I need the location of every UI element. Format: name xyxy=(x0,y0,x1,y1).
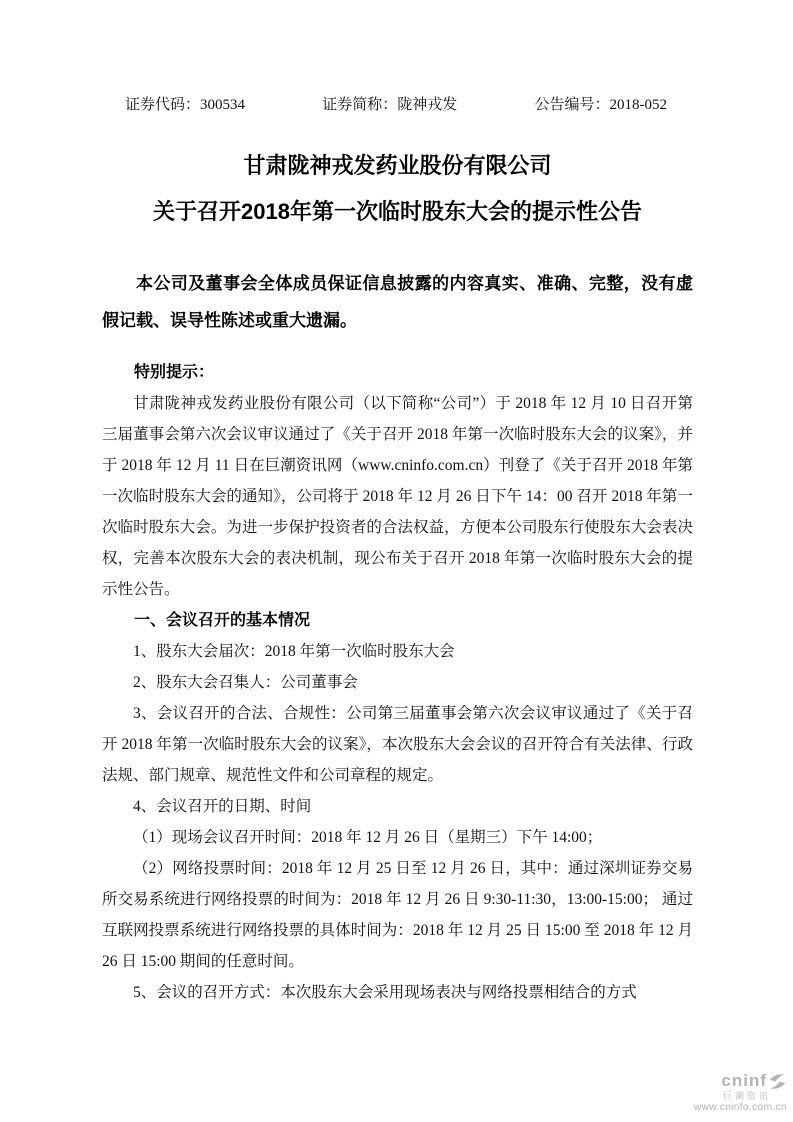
online-voting-time-subitem: （2）网络投票时间：2018 年 12 月 25 日至 12 月 26 日，其中：通过深圳证券交易所交易系统进行网络投票的时间为：2018 年 12 月 26 日 9:30-11:30，13:00-15:00； 通过互联网投票系统进行网络投票的具体时间为：2018 年 12 月 25 日 15:00 至 2018 年 12 月 26 日 15:00 期间的任意时间。 xyxy=(102,860,693,970)
meeting-datetime-item: 4、会议召开的日期、时间 xyxy=(133,798,312,815)
cninfo-swirl-icon xyxy=(768,1073,787,1090)
disclosure-declaration: 本公司及董事会全体成员保证信息披露的内容真实、准确、完整，没有虚假记载、误导性陈述或重大遗漏。 xyxy=(102,274,693,330)
cninfo-watermark xyxy=(694,1072,787,1114)
cninfo-brand-chinese: 巨潮资讯 xyxy=(722,1090,771,1101)
meeting-method-item: 5、会议的召开方式：本次股东大会采用现场表决与网络投票相结合的方式 xyxy=(133,984,637,1001)
meeting-convener-item: 2、股东大会召集人：公司董事会 xyxy=(133,674,358,691)
section-1-heading: 一、会议召开的基本情况 xyxy=(134,612,311,629)
onsite-meeting-time-subitem: （1）现场会议召开时间：2018 年 12 月 26 日（星期三）下午 14:00； xyxy=(133,829,603,846)
stock-name-label: 证券简称：陇神戎发 xyxy=(322,97,458,113)
company-name-title: 甘肃陇神戎发药业股份有限公司 xyxy=(243,153,552,178)
meeting-legality-item: 3、会议召开的合法、合规性：公司第三届董事会第六次会议审议通过了《关于召开 2018 年第一次临时股东大会的议案》，本次股东大会会议的召开符合有关法律、行政法规、部门规章、规范性文件和公司章程的规定。 xyxy=(102,705,693,784)
stock-code-label: 证券代码：300534 xyxy=(125,97,246,113)
intro-paragraph: 甘肃陇神戎发药业股份有限公司（以下简称“公司”）于 2018 年 12 月 10 日召开第三届董事会第六次会议审议通过了《关于召开 2018 年第一次临时股东大会的议案》，并于 2018 年 12 月 11 日在巨潮资讯网（www.cninfo.com.cn）刊登了《关于召开 2018 年第一次临时股东大会的通知》，公司将于 2018 年 12 月 26 日下午 14：00 召开 2018 年第一次临时股东大会。为进一步保护投资者的合法权益，方便本公司股东行使股东大会表决权，完善本次股东大会的表决机制，现公布关于召开 2018 年第一次临时股东大会的提示性公告。 xyxy=(102,395,693,598)
cninfo-logo-text: cninf xyxy=(721,1070,767,1090)
cninfo-logo xyxy=(694,1072,787,1091)
cninfo-url: www.cninfo.com.cn xyxy=(693,1101,787,1114)
meeting-session-item: 1、股东大会届次：2018 年第一次临时股东大会 xyxy=(133,643,455,660)
announcement-number-label: 公告编号：2018-052 xyxy=(534,97,667,113)
special-notice-heading: 特别提示： xyxy=(134,364,215,381)
document-header xyxy=(102,95,693,115)
announcement-title: 关于召开2018年第一次临时股东大会的提示性公告 xyxy=(153,199,642,224)
document-body xyxy=(102,357,693,1008)
